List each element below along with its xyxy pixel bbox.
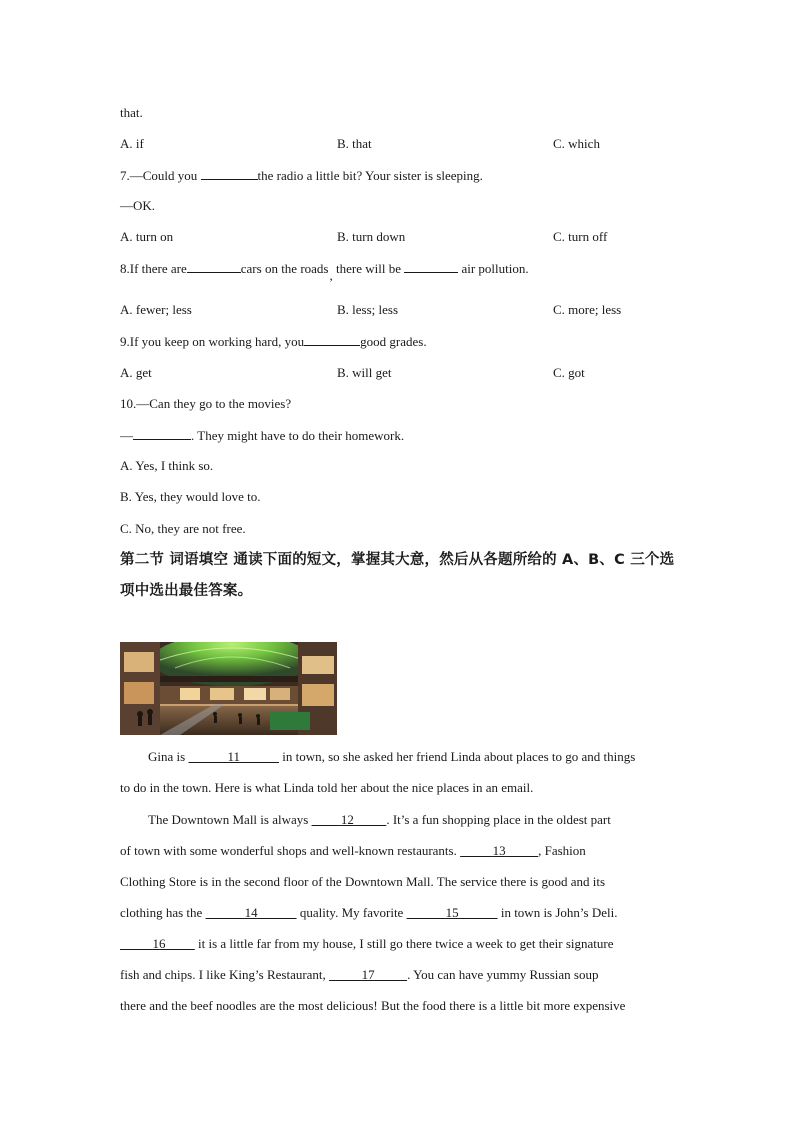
q9-option-a: A. get (120, 365, 152, 380)
q8-option-a: A. fewer; less (120, 302, 192, 317)
blank-number: 12 (340, 812, 354, 827)
q8-stem-mid: cars on the roads (240, 261, 329, 276)
mall-photo (120, 642, 337, 735)
blank-14 (206, 905, 297, 920)
q8-blank-2 (404, 260, 458, 273)
q8-stem-start: 8.If there are (120, 261, 187, 276)
q10-reply (120, 427, 404, 444)
passage-p2-line2 (120, 843, 586, 859)
q7-stem-end: the radio a little bit? Your sister is sleeping. (257, 168, 483, 183)
q10-option-b: B. Yes, they would love to. (120, 489, 261, 504)
q7-stem (120, 167, 483, 184)
q10-reply-dash: — (120, 428, 133, 443)
q7-reply: —OK. (120, 198, 156, 213)
passage-text: , Fashion (538, 843, 586, 858)
passage-text: clothing has the (120, 905, 206, 920)
passage-text: in town, so she asked her friend Linda about places to go and things (278, 749, 636, 764)
q8-option-c: C. more; less (553, 302, 622, 317)
passage-p2-line5 (120, 936, 614, 952)
q8-stem-end: air pollution. (458, 261, 529, 276)
q6-option-b: B. that (337, 136, 372, 151)
passage-text: Gina is (148, 749, 189, 764)
q7-option-c: C. turn off (553, 229, 608, 244)
q9-stem (120, 333, 427, 350)
q6-stem-tail: that. (120, 105, 143, 120)
q9-option-c: C. got (553, 365, 585, 380)
q7-stem-start: 7.—Could you (120, 168, 201, 183)
passage-p2-line4 (120, 905, 617, 921)
passage-text: . You can have yummy Russian soup (407, 967, 599, 982)
passage-text: The Downtown Mall is always (148, 812, 312, 827)
passage-p2-line6 (120, 967, 598, 983)
passage-p2-line3: Clothing Store is in the second floor of the Downtown Mall. The service there is good and its (120, 874, 606, 889)
q8-option-b: B. less; less (337, 302, 399, 317)
q9-stem-end: good grades. (360, 334, 427, 349)
blank-number: 15 (445, 905, 459, 920)
q10-option-c: C. No, they are not free. (120, 521, 246, 536)
q8-blank-1 (187, 260, 241, 273)
q9-blank (304, 333, 360, 346)
blank-number: 16 (152, 936, 166, 951)
passage-text: of town with some wonderful shops and well-known restaurants. (120, 843, 461, 858)
q8-stem-mid2: there will be (332, 261, 405, 276)
blank-16 (120, 936, 195, 951)
q10-option-a: A. Yes, I think so. (120, 458, 214, 473)
blank-number: 11 (227, 749, 240, 764)
blank-11 (188, 749, 279, 764)
q8-stem (120, 260, 529, 283)
blank-12 (312, 812, 387, 827)
passage-p1-line2: to do in the town. Here is what Linda told her about the nice places in an email. (120, 780, 534, 795)
q10-blank (133, 427, 191, 440)
q10-reply-end: . They might have to do their homework. (191, 428, 405, 443)
q6-option-a: A. if (120, 136, 144, 151)
passage-p2-line1 (148, 812, 611, 828)
q9-stem-start: 9.If you keep on working hard, you (120, 334, 305, 349)
q8-comma: , (329, 268, 333, 283)
passage-text: in town is John’s Deli. (497, 905, 618, 920)
passage-text: quality. My favorite (296, 905, 407, 920)
blank-number: 13 (492, 843, 506, 858)
q7-option-a: A. turn on (120, 229, 174, 244)
q7-blank (201, 167, 258, 180)
passage-p1-line1 (148, 749, 635, 765)
q6-option-c: C. which (553, 136, 600, 151)
passage-text: . It’s a fun shopping place in the oldest part (386, 812, 611, 827)
blank-number: 17 (361, 967, 375, 982)
blank-13 (460, 843, 538, 858)
q9-option-b: B. will get (337, 365, 392, 380)
section-heading: 第二节 词语填空 通读下面的短文，掌握其大意，然后从各题所给的 A、B、C 三个选项中选出最佳答案。 (120, 552, 675, 599)
passage-text: fish and chips. I like King’s Restaurant, (120, 967, 330, 982)
q10-stem: 10.—Can they go to the movies? (120, 396, 292, 411)
passage-text: it is a little far from my house, I still go there twice a week to get their signature (194, 936, 614, 951)
blank-15 (407, 905, 498, 920)
passage-p2-line7: there and the beef noodles are the most delicious! But the food there is a little bit more expensive (120, 998, 626, 1013)
blank-17 (329, 967, 407, 982)
blank-number: 14 (244, 905, 258, 920)
q7-option-b: B. turn down (337, 229, 406, 244)
